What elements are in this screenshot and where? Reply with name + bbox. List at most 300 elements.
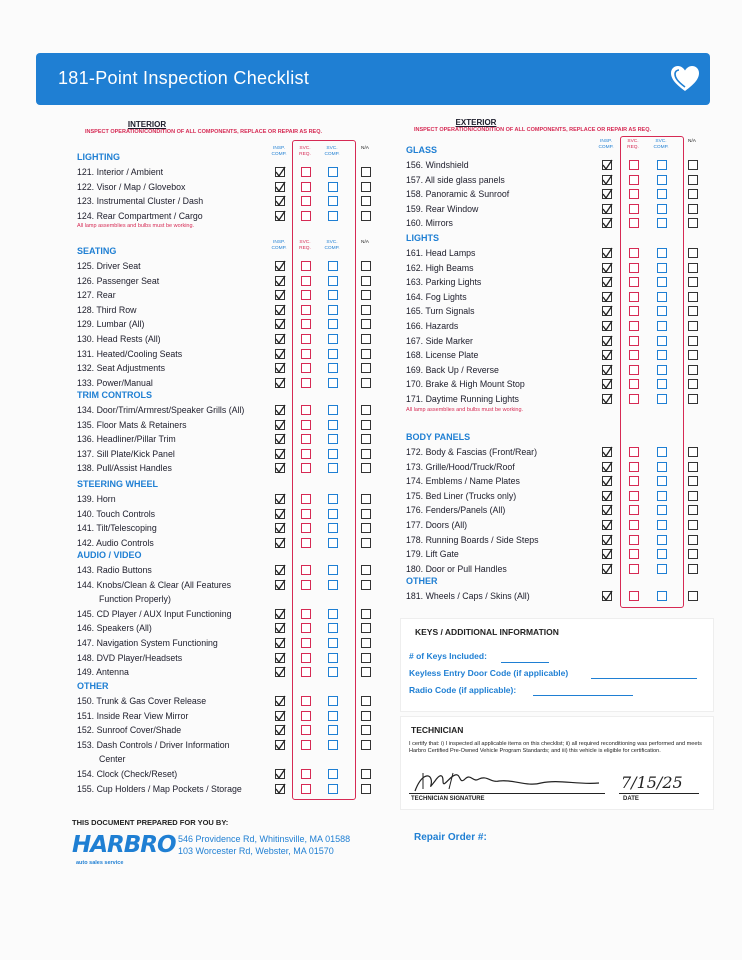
svc-comp-checkbox[interactable] — [328, 696, 338, 706]
svc-comp-checkbox[interactable] — [328, 623, 338, 633]
na-checkbox[interactable] — [688, 549, 698, 559]
item-label: 162. High Beams — [406, 262, 474, 273]
na-checkbox[interactable] — [361, 363, 371, 373]
svc-req-checkbox[interactable] — [301, 740, 311, 750]
svc-req-checkbox[interactable] — [301, 725, 311, 735]
checkmark-icon[interactable] — [602, 393, 613, 404]
checkmark-icon[interactable] — [275, 493, 286, 504]
svc-comp-checkbox[interactable] — [328, 784, 338, 794]
svc-req-checkbox[interactable] — [629, 336, 639, 346]
item-label: 166. Hazards — [406, 321, 459, 331]
checklist-row — [77, 377, 373, 391]
svc-req-checkbox[interactable] — [301, 449, 311, 459]
na-checkbox[interactable] — [688, 263, 698, 273]
svc-comp-checkbox[interactable] — [657, 248, 667, 258]
svc-req-checkbox[interactable] — [301, 363, 311, 373]
svc-comp-checkbox[interactable] — [328, 334, 338, 344]
svc-comp-checkbox[interactable] — [328, 609, 338, 619]
svc-comp-checkbox[interactable] — [328, 638, 338, 648]
item-label: 135. Floor Mats & Retainers — [77, 419, 187, 430]
checkmark-icon[interactable] — [602, 262, 613, 273]
checkmark-icon[interactable] — [275, 275, 286, 286]
item-label: 173. Grille/Hood/Truck/Roof — [406, 461, 515, 472]
svc-req-checkbox[interactable] — [629, 447, 639, 457]
checklist-row — [406, 393, 700, 407]
svc-req-checkbox[interactable] — [629, 365, 639, 375]
keys-included-field[interactable] — [501, 662, 549, 663]
na-checkbox[interactable] — [688, 218, 698, 228]
na-checkbox[interactable] — [688, 189, 698, 199]
radio-code-field[interactable] — [533, 695, 633, 696]
na-checkbox[interactable] — [361, 667, 371, 677]
checkmark-icon[interactable] — [602, 446, 613, 457]
na-checkbox[interactable] — [688, 350, 698, 360]
checklist-row — [406, 217, 700, 231]
svc-req-checkbox[interactable] — [629, 491, 639, 501]
checklist-row — [77, 724, 373, 738]
checkmark-icon[interactable] — [275, 564, 286, 575]
svc-req-checkbox[interactable] — [629, 189, 639, 199]
na-checkbox[interactable] — [688, 160, 698, 170]
svc-comp-checkbox[interactable] — [328, 167, 338, 177]
signature-label: TECHNICIAN SIGNATURE — [411, 796, 485, 802]
svc-comp-checkbox[interactable] — [657, 218, 667, 228]
svc-comp-checkbox[interactable] — [328, 494, 338, 504]
checkmark-icon[interactable] — [275, 622, 286, 633]
checklist-row — [77, 564, 373, 578]
svc-req-checkbox[interactable] — [301, 319, 311, 329]
na-checkbox[interactable] — [688, 306, 698, 316]
na-checkbox[interactable] — [361, 463, 371, 473]
na-checkbox[interactable] — [361, 494, 371, 504]
na-checkbox[interactable] — [361, 420, 371, 430]
svc-comp-checkbox[interactable] — [328, 463, 338, 473]
svc-req-checkbox[interactable] — [629, 204, 639, 214]
checkmark-icon[interactable] — [275, 768, 286, 779]
item-label: 143. Radio Buttons — [77, 565, 152, 575]
checkmark-icon[interactable] — [602, 519, 613, 530]
checklist-row — [77, 433, 373, 447]
svc-comp-checkbox[interactable] — [328, 261, 338, 271]
item-label: 158. Panoramic & Sunroof — [406, 189, 510, 200]
checkmark-icon[interactable] — [602, 349, 613, 360]
na-checkbox[interactable] — [361, 784, 371, 794]
checkmark-icon[interactable] — [602, 305, 613, 316]
svc-req-checkbox[interactable] — [629, 591, 639, 601]
svc-comp-checkbox[interactable] — [328, 667, 338, 677]
na-checkbox[interactable] — [361, 334, 371, 344]
checkmark-icon[interactable] — [275, 537, 286, 548]
svc-req-checkbox[interactable] — [629, 160, 639, 170]
svc-comp-checkbox[interactable] — [657, 263, 667, 273]
svc-comp-checkbox[interactable] — [657, 175, 667, 185]
checkmark-icon[interactable] — [602, 217, 613, 228]
svc-comp-checkbox[interactable] — [328, 711, 338, 721]
checkmark-icon[interactable] — [275, 508, 286, 519]
svc-comp-checkbox[interactable] — [328, 363, 338, 373]
svc-req-checkbox[interactable] — [301, 667, 311, 677]
checkmark-icon[interactable] — [275, 289, 286, 300]
checkmark-icon[interactable] — [275, 695, 286, 706]
na-checkbox[interactable] — [361, 319, 371, 329]
checklist-row — [77, 210, 373, 224]
na-checkbox[interactable] — [688, 379, 698, 389]
svc-comp-checkbox[interactable] — [328, 449, 338, 459]
na-checkbox[interactable] — [688, 204, 698, 214]
checklist-row — [406, 590, 700, 604]
checkmark-icon[interactable] — [275, 448, 286, 459]
svc-req-checkbox[interactable] — [301, 696, 311, 706]
keyless-entry-field[interactable] — [591, 678, 697, 679]
item-label: 137. Sill Plate/Kick Panel — [77, 448, 175, 459]
svc-comp-checkbox[interactable] — [328, 509, 338, 519]
certify-text: I certify that: i) I inspected all applicable items on this checklist; ii) all required reconditioning was performed and meets Harbro Certified Pre-Owned Vehicle Program Standards; and iii) this vehicle is eligible for certification. — [409, 741, 702, 754]
checkmark-icon[interactable] — [602, 461, 613, 472]
svc-comp-checkbox[interactable] — [328, 182, 338, 192]
na-checkbox[interactable] — [361, 538, 371, 548]
svc-req-checkbox[interactable] — [301, 211, 311, 221]
na-checkbox[interactable] — [361, 711, 371, 721]
checkmark-icon[interactable] — [275, 362, 286, 373]
checkmark-icon[interactable] — [275, 652, 286, 663]
svc-req-checkbox[interactable] — [301, 196, 311, 206]
date-value[interactable] — [621, 773, 683, 792]
na-checkbox[interactable] — [361, 523, 371, 533]
svc-comp-checkbox[interactable] — [328, 725, 338, 735]
na-checkbox[interactable] — [361, 696, 371, 706]
checkmark-icon[interactable] — [275, 462, 286, 473]
svc-req-checkbox[interactable] — [301, 653, 311, 663]
exterior-glass-title: GLASS — [406, 145, 438, 155]
svc-req-checkbox[interactable] — [629, 350, 639, 360]
svc-req-checkbox[interactable] — [629, 394, 639, 404]
svc-req-checkbox[interactable] — [301, 509, 311, 519]
svc-comp-checkbox[interactable] — [657, 189, 667, 199]
svc-comp-checkbox[interactable] — [328, 290, 338, 300]
item-label: 134. Door/Trim/Armrest/Speaker Grills (All) — [77, 405, 245, 415]
svc-req-checkbox[interactable] — [629, 306, 639, 316]
svc-req-checkbox[interactable] — [301, 276, 311, 286]
checkmark-icon[interactable] — [602, 504, 613, 515]
svc-req-checkbox[interactable] — [301, 784, 311, 794]
checklist-row — [77, 348, 373, 362]
item-label: 180. Door or Pull Handles — [406, 563, 507, 574]
na-checkbox[interactable] — [688, 292, 698, 302]
svc-req-checkbox[interactable] — [301, 334, 311, 344]
svc-req-checkbox[interactable] — [301, 434, 311, 444]
item-label: 177. Doors (All) — [406, 520, 468, 530]
na-checkbox[interactable] — [361, 305, 371, 315]
checklist-row — [77, 666, 373, 680]
checkmark-icon[interactable] — [275, 404, 286, 415]
checkmark-icon[interactable] — [602, 320, 613, 331]
svc-req-checkbox[interactable] — [301, 378, 311, 388]
na-checkbox[interactable] — [361, 349, 371, 359]
svc-comp-checkbox[interactable] — [657, 462, 667, 472]
checkmark-icon[interactable] — [275, 710, 286, 721]
item-label: 181. Wheels / Caps / Skins (All) — [406, 591, 530, 601]
checkmark-icon[interactable] — [602, 364, 613, 375]
checkmark-icon[interactable] — [602, 335, 613, 346]
svc-req-checkbox[interactable] — [301, 538, 311, 548]
svc-comp-checkbox[interactable] — [328, 538, 338, 548]
svc-comp-checkbox[interactable] — [657, 476, 667, 486]
svc-req-checkbox[interactable] — [301, 580, 311, 590]
checklist-row — [406, 461, 700, 475]
na-checkbox[interactable] — [361, 449, 371, 459]
item-label-cont: Center — [99, 753, 126, 764]
checkmark-icon[interactable] — [275, 724, 286, 735]
svc-req-checkbox[interactable] — [629, 175, 639, 185]
na-checkbox[interactable] — [688, 462, 698, 472]
checkmark-icon[interactable] — [275, 419, 286, 430]
svc-req-checkbox[interactable] — [301, 167, 311, 177]
checkmark-icon[interactable] — [275, 377, 286, 388]
svc-comp-checkbox[interactable] — [328, 740, 338, 750]
checkmark-icon[interactable] — [275, 260, 286, 271]
svc-req-checkbox[interactable] — [629, 218, 639, 228]
na-checkbox[interactable] — [361, 167, 371, 177]
na-checkbox[interactable] — [688, 591, 698, 601]
na-checkbox[interactable] — [688, 175, 698, 185]
na-checkbox[interactable] — [361, 609, 371, 619]
svc-req-checkbox[interactable] — [301, 305, 311, 315]
svc-comp-checkbox[interactable] — [657, 292, 667, 302]
svc-req-checkbox[interactable] — [301, 494, 311, 504]
svc-req-checkbox[interactable] — [629, 476, 639, 486]
svc-comp-checkbox[interactable] — [328, 319, 338, 329]
checkmark-icon[interactable] — [602, 276, 613, 287]
col-header-svc-req: SVC. REQ. — [627, 139, 639, 150]
checkmark-icon[interactable] — [602, 490, 613, 501]
na-checkbox[interactable] — [361, 405, 371, 415]
checkmark-icon[interactable] — [602, 563, 613, 574]
svc-comp-checkbox[interactable] — [657, 160, 667, 170]
svc-comp-checkbox[interactable] — [328, 434, 338, 444]
na-checkbox[interactable] — [688, 277, 698, 287]
checkmark-icon[interactable] — [275, 318, 286, 329]
na-checkbox[interactable] — [361, 565, 371, 575]
svc-comp-checkbox[interactable] — [657, 564, 667, 574]
na-checkbox[interactable] — [361, 509, 371, 519]
svc-req-checkbox[interactable] — [301, 565, 311, 575]
svc-comp-checkbox[interactable] — [657, 277, 667, 287]
checkmark-icon[interactable] — [275, 608, 286, 619]
na-checkbox[interactable] — [688, 447, 698, 457]
na-checkbox[interactable] — [361, 769, 371, 779]
svc-req-checkbox[interactable] — [629, 505, 639, 515]
svc-comp-checkbox[interactable] — [657, 447, 667, 457]
checkmark-icon[interactable] — [602, 203, 613, 214]
date-value-text: 7/15/25 — [621, 773, 683, 792]
svc-comp-checkbox[interactable] — [328, 580, 338, 590]
item-label: 145. CD Player / AUX Input Functioning — [77, 608, 232, 619]
svc-comp-checkbox[interactable] — [657, 505, 667, 515]
checklist-row — [77, 289, 373, 303]
na-checkbox[interactable] — [361, 653, 371, 663]
svc-comp-checkbox[interactable] — [657, 350, 667, 360]
checkmark-icon[interactable] — [602, 247, 613, 258]
technician-title: TECHNICIAN — [411, 725, 464, 735]
svc-comp-checkbox[interactable] — [657, 321, 667, 331]
svc-req-checkbox[interactable] — [629, 564, 639, 574]
checklist-row — [406, 490, 700, 504]
na-checkbox[interactable] — [688, 491, 698, 501]
checkmark-icon[interactable] — [275, 637, 286, 648]
na-checkbox[interactable] — [688, 564, 698, 574]
checklist-row — [77, 783, 373, 797]
checkmark-icon[interactable] — [602, 188, 613, 199]
svc-comp-checkbox[interactable] — [657, 394, 667, 404]
svc-req-checkbox[interactable] — [301, 420, 311, 430]
svc-req-checkbox[interactable] — [629, 277, 639, 287]
na-checkbox[interactable] — [688, 248, 698, 258]
checkmark-icon[interactable] — [275, 166, 286, 177]
checkmark-icon[interactable] — [275, 579, 286, 590]
svc-req-checkbox[interactable] — [301, 182, 311, 192]
col-header-svc-comp: SVC. COMP. — [324, 146, 340, 157]
na-checkbox[interactable] — [361, 182, 371, 192]
svc-comp-checkbox[interactable] — [657, 336, 667, 346]
svc-comp-checkbox[interactable] — [657, 306, 667, 316]
checkmark-icon[interactable] — [275, 181, 286, 192]
item-label: 148. DVD Player/Headsets — [77, 652, 183, 663]
svc-comp-checkbox[interactable] — [328, 523, 338, 533]
svc-comp-checkbox[interactable] — [657, 365, 667, 375]
checkmark-icon[interactable] — [602, 534, 613, 545]
na-checkbox[interactable] — [361, 725, 371, 735]
checkmark-icon[interactable] — [275, 666, 286, 677]
na-checkbox[interactable] — [361, 638, 371, 648]
svc-comp-checkbox[interactable] — [328, 349, 338, 359]
na-checkbox[interactable] — [688, 336, 698, 346]
item-label: 149. Antenna — [77, 667, 129, 678]
item-label: 176. Fenders/Panels (All) — [406, 505, 506, 516]
svc-comp-checkbox[interactable] — [657, 204, 667, 214]
date-line — [619, 793, 699, 794]
checklist-row — [77, 333, 373, 347]
svc-comp-checkbox[interactable] — [328, 305, 338, 315]
svc-req-checkbox[interactable] — [629, 549, 639, 559]
svc-comp-checkbox[interactable] — [657, 491, 667, 501]
svc-req-checkbox[interactable] — [301, 711, 311, 721]
svc-comp-checkbox[interactable] — [328, 769, 338, 779]
svc-comp-checkbox[interactable] — [657, 535, 667, 545]
svc-req-checkbox[interactable] — [301, 609, 311, 619]
na-checkbox[interactable] — [361, 211, 371, 221]
technician-signature[interactable] — [409, 769, 609, 795]
checkmark-icon[interactable] — [602, 174, 613, 185]
checkmark-icon[interactable] — [275, 304, 286, 315]
checkmark-icon[interactable] — [275, 195, 286, 206]
svc-req-checkbox[interactable] — [629, 535, 639, 545]
svc-comp-checkbox[interactable] — [328, 276, 338, 286]
svc-comp-checkbox[interactable] — [657, 520, 667, 530]
checklist-row — [77, 652, 373, 666]
checkmark-icon[interactable] — [275, 522, 286, 533]
na-checkbox[interactable] — [688, 394, 698, 404]
na-checkbox[interactable] — [688, 321, 698, 331]
checkmark-icon[interactable] — [602, 590, 613, 601]
na-checkbox[interactable] — [361, 290, 371, 300]
na-checkbox[interactable] — [361, 261, 371, 271]
checklist-row — [406, 335, 700, 349]
svc-req-checkbox[interactable] — [629, 321, 639, 331]
svc-req-checkbox[interactable] — [629, 520, 639, 530]
harbro-logo-sub: auto sales service — [76, 860, 124, 866]
na-checkbox[interactable] — [361, 378, 371, 388]
checkmark-icon[interactable] — [602, 159, 613, 170]
na-checkbox[interactable] — [361, 196, 371, 206]
svc-req-checkbox[interactable] — [301, 638, 311, 648]
item-label: 122. Visor / Map / Glovebox — [77, 181, 186, 192]
svc-comp-checkbox[interactable] — [328, 196, 338, 206]
svc-req-checkbox[interactable] — [301, 405, 311, 415]
svc-comp-checkbox[interactable] — [328, 211, 338, 221]
svc-req-checkbox[interactable] — [629, 379, 639, 389]
svc-req-checkbox[interactable] — [301, 523, 311, 533]
na-checkbox[interactable] — [688, 476, 698, 486]
svc-req-checkbox[interactable] — [301, 261, 311, 271]
na-checkbox[interactable] — [361, 623, 371, 633]
harbro-logo-text: HARBRO — [72, 832, 176, 858]
checkmark-icon[interactable] — [275, 210, 286, 221]
na-checkbox[interactable] — [361, 276, 371, 286]
svc-comp-checkbox[interactable] — [657, 591, 667, 601]
svc-req-checkbox[interactable] — [301, 769, 311, 779]
checklist-row — [77, 508, 373, 522]
na-checkbox[interactable] — [688, 505, 698, 515]
na-checkbox[interactable] — [688, 520, 698, 530]
item-label: 123. Instrumental Cluster / Dash — [77, 196, 204, 207]
na-checkbox[interactable] — [361, 580, 371, 590]
item-label: 172. Body & Fascias (Front/Rear) — [406, 447, 538, 457]
svc-comp-checkbox[interactable] — [328, 405, 338, 415]
checklist-row — [77, 608, 373, 622]
item-label: 163. Parking Lights — [406, 277, 482, 288]
na-checkbox[interactable] — [361, 740, 371, 750]
svc-req-checkbox[interactable] — [629, 263, 639, 273]
na-checkbox[interactable] — [688, 535, 698, 545]
checklist-row — [406, 320, 700, 334]
na-checkbox[interactable] — [688, 365, 698, 375]
svc-comp-checkbox[interactable] — [328, 420, 338, 430]
svc-req-checkbox[interactable] — [629, 462, 639, 472]
svc-comp-checkbox[interactable] — [328, 653, 338, 663]
checklist-row — [406, 504, 700, 518]
svc-req-checkbox[interactable] — [301, 290, 311, 300]
svc-comp-checkbox[interactable] — [657, 549, 667, 559]
checkmark-icon[interactable] — [275, 783, 286, 794]
svc-comp-checkbox[interactable] — [328, 378, 338, 388]
svc-req-checkbox[interactable] — [301, 349, 311, 359]
checkmark-icon[interactable] — [275, 739, 286, 750]
svc-req-checkbox[interactable] — [301, 623, 311, 633]
checkmark-icon[interactable] — [275, 333, 286, 344]
svc-req-checkbox[interactable] — [629, 292, 639, 302]
svc-req-checkbox[interactable] — [301, 463, 311, 473]
checkmark-icon[interactable] — [602, 548, 613, 559]
na-checkbox[interactable] — [361, 434, 371, 444]
svc-req-checkbox[interactable] — [629, 248, 639, 258]
checkmark-icon[interactable] — [275, 433, 286, 444]
checkmark-icon[interactable] — [602, 475, 613, 486]
svc-comp-checkbox[interactable] — [328, 565, 338, 575]
checkmark-icon[interactable] — [602, 378, 613, 389]
svc-comp-checkbox[interactable] — [657, 379, 667, 389]
checkmark-icon[interactable] — [602, 291, 613, 302]
checkmark-icon[interactable] — [275, 348, 286, 359]
